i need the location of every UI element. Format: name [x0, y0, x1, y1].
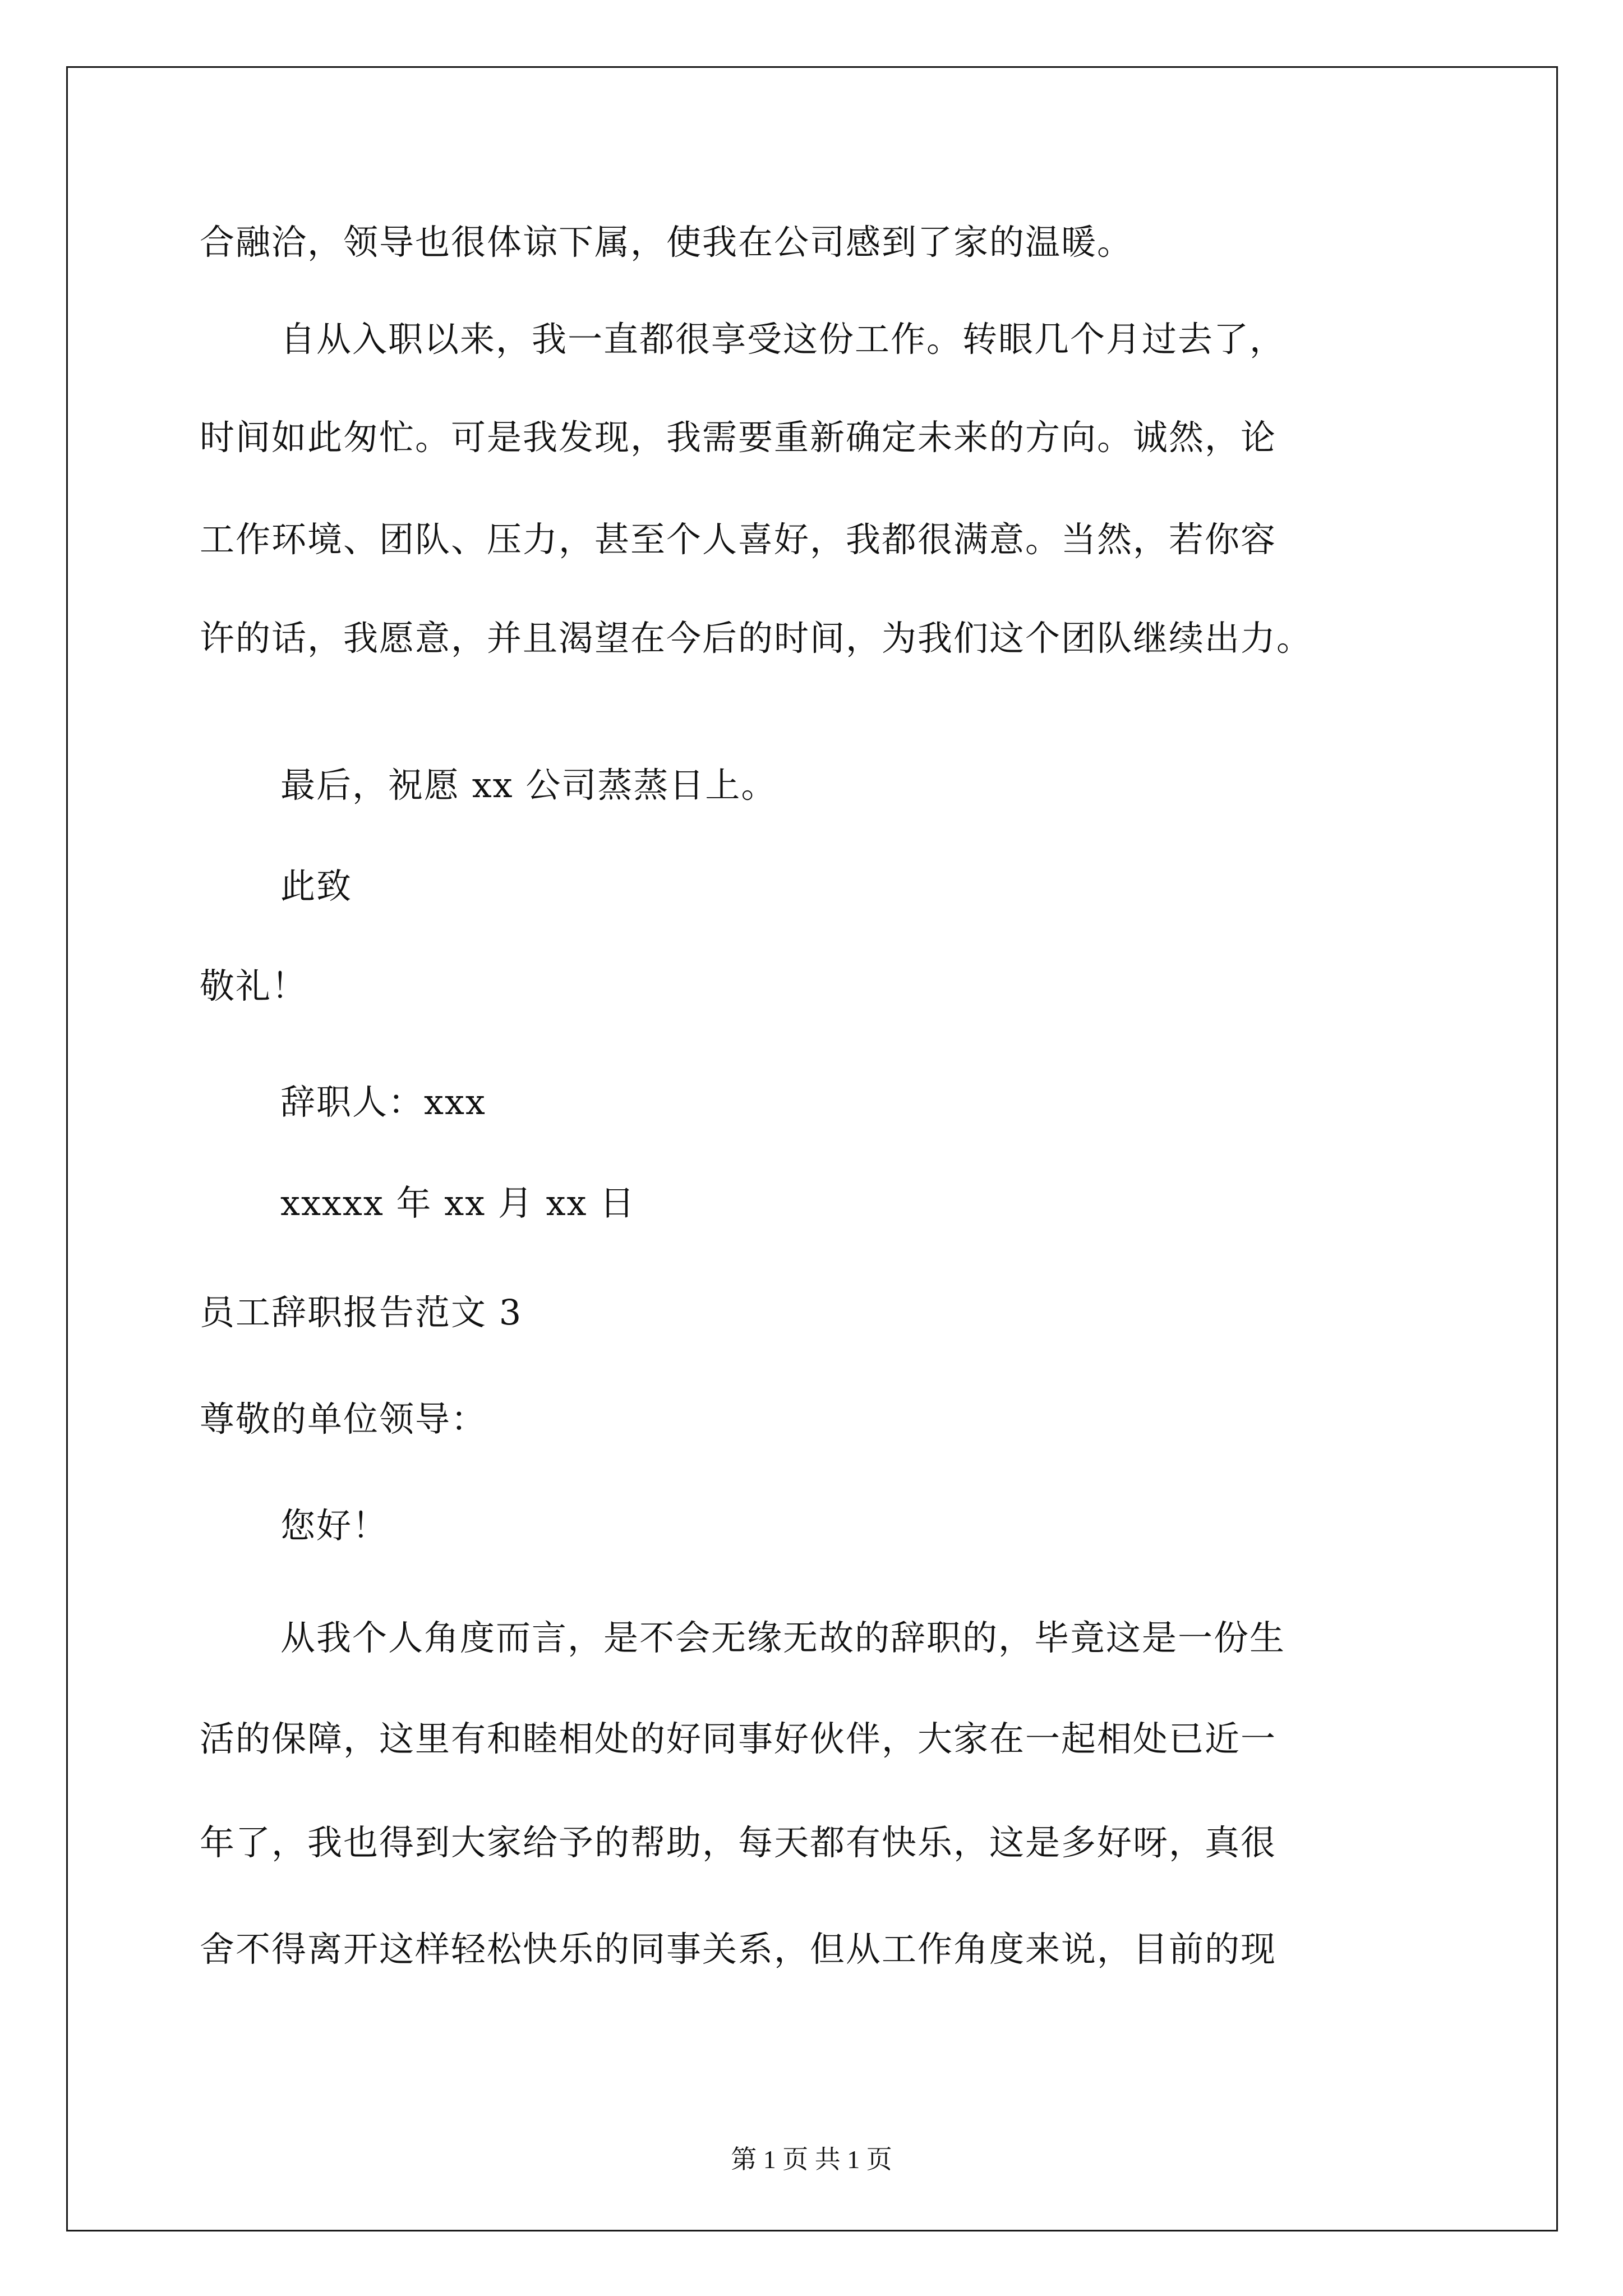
signature-date: xxxxx 年 xx 月 xx 日	[280, 1182, 636, 1223]
body-line-9: 舍不得离开这样轻松快乐的同事关系，但从工作角度来说，目前的现	[200, 1929, 1277, 1970]
closing-wish: 最后，祝愿 xx 公司蒸蒸日上。	[280, 765, 777, 806]
page-footer: 第 1 页 共 1 页	[731, 2145, 892, 2174]
body-line-1: 合融洽，领导也很体谅下属，使我在公司感到了家的温暖。	[200, 222, 1133, 263]
body-line-7: 活的保障，这里有和睦相处的好同事好伙伴，大家在一起相处已近一	[200, 1718, 1277, 1759]
signature-name: 辞职人：xxx	[280, 1082, 486, 1122]
body-line-8: 年了，我也得到大家给予的帮助，每天都有快乐，这是多好呀，真很	[200, 1822, 1277, 1863]
letter-hello: 您好！	[280, 1505, 389, 1546]
body-line-6: 从我个人角度而言，是不会无缘无故的辞职的，毕竟这是一份生	[280, 1617, 1286, 1658]
section-title: 员工辞职报告范文 3	[200, 1292, 523, 1333]
letter-greeting: 尊敬的单位领导：	[200, 1398, 487, 1439]
body-line-3: 时间如此匆忙。可是我发现，我需要重新确定未来的方向。诚然，论	[200, 417, 1277, 458]
page-border	[66, 66, 1558, 2231]
salutation-cizhi: 此致	[280, 866, 353, 907]
body-line-2: 自从入职以来，我一直都很享受这份工作。转眼几个月过去了，	[280, 319, 1286, 360]
body-line-4: 工作环境、团队、压力，甚至个人喜好，我都很满意。当然，若你容	[200, 519, 1277, 560]
body-line-5: 许的话，我愿意，并且渴望在今后的时间，为我们这个团队继续出力。	[200, 618, 1313, 659]
salutation-jingli: 敬礼！	[200, 965, 308, 1006]
